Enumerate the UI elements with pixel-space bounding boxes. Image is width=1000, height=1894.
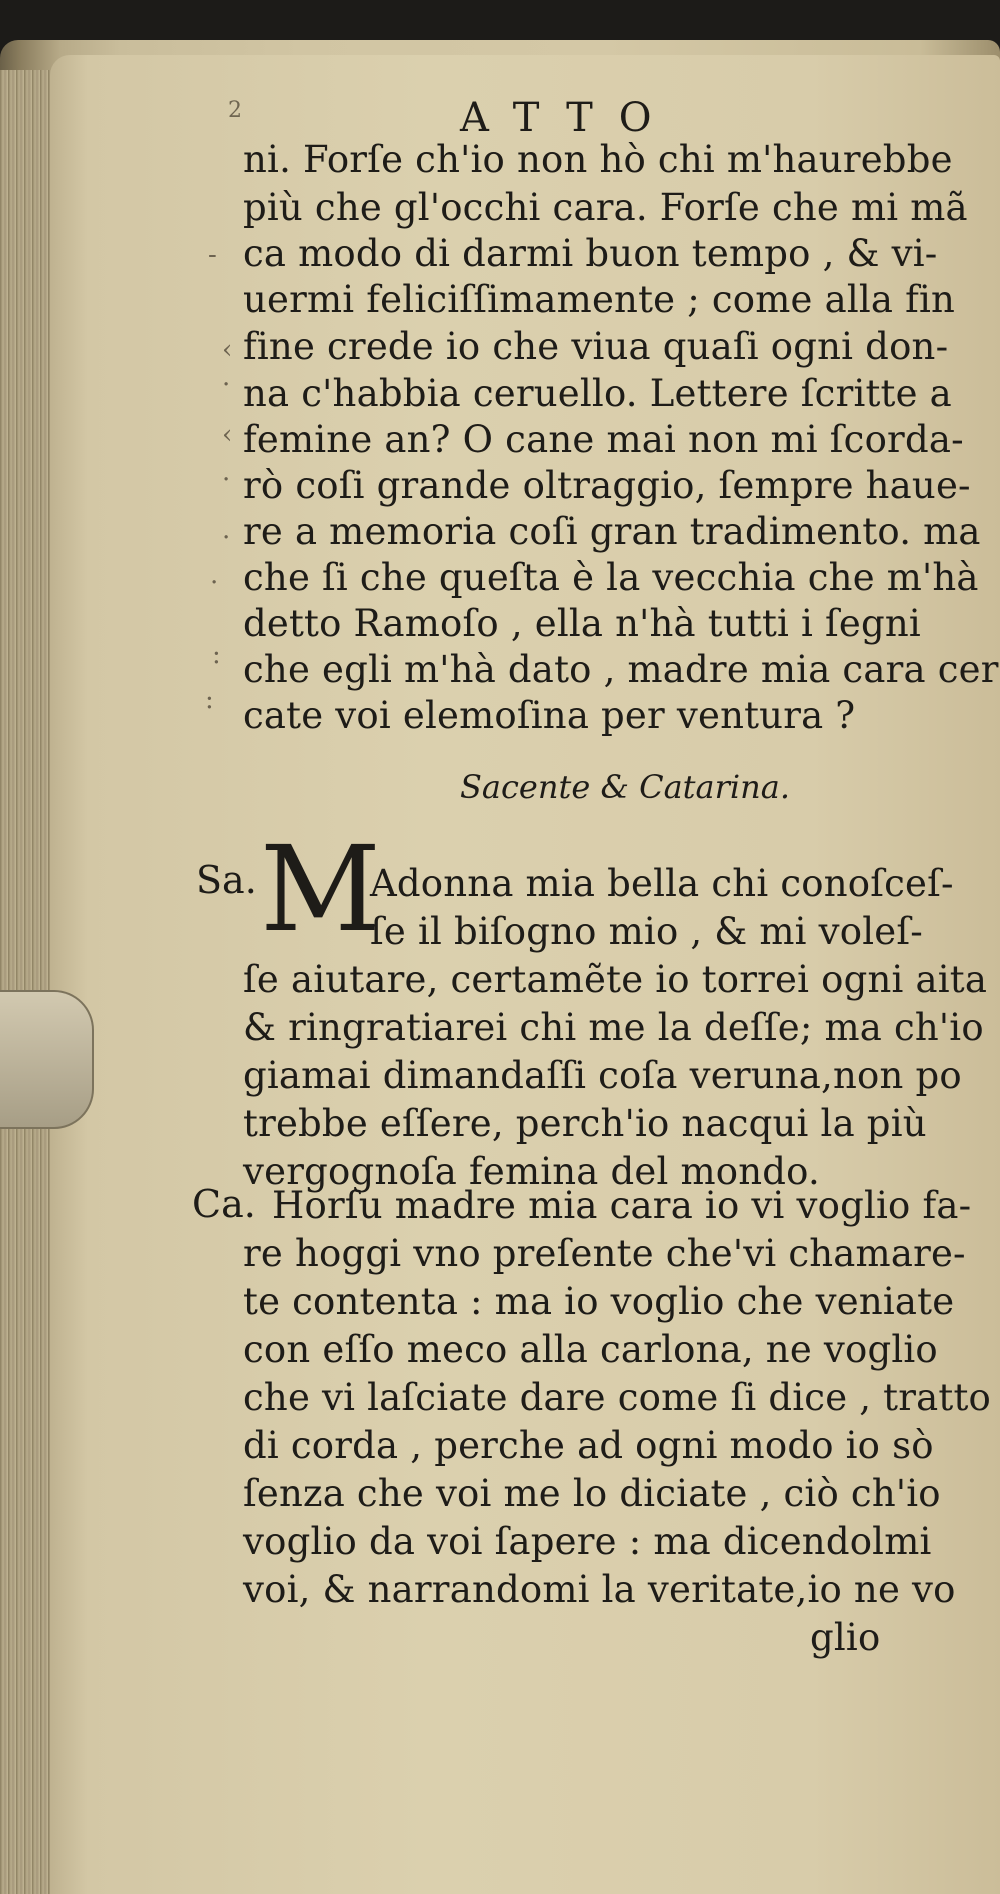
binding-clip xyxy=(0,990,94,1129)
text-line: vergognoſa femina del mondo. xyxy=(243,1150,820,1193)
margin-mark: ‹ xyxy=(222,420,233,450)
text-line: ni. Forſe ch'io non hò chi m'haurebbe xyxy=(243,138,953,181)
text-line: più che gl'occhi cara. Forſe che mi mã xyxy=(243,186,968,229)
text-line: con eſſo meco alla carlona, ne voglio xyxy=(243,1328,938,1371)
text-line: & ringratiarei chi me la deſſe; ma ch'io xyxy=(243,1006,984,1049)
text-line: voglio da voi ſapere : ma dicendolmi xyxy=(243,1520,932,1563)
text-line: cate voi elemoſina per ventura ? xyxy=(243,694,856,737)
text-line: di corda , perche ad ogni modo io sò xyxy=(243,1424,934,1467)
margin-mark: . xyxy=(210,560,219,590)
margin-mark: - xyxy=(208,240,217,270)
folio-mark: 2 xyxy=(228,98,242,123)
margin-mark: : xyxy=(205,685,214,715)
text-line: ca modo di darmi buon tempo , & vi- xyxy=(243,232,938,275)
text-line: che egli m'hà dato , madre mia cara cer xyxy=(243,648,999,691)
margin-mark: · xyxy=(222,370,231,400)
running-head: ATTO xyxy=(460,95,678,141)
text-line: Horſu madre mia cara io vi voglio fa- xyxy=(272,1184,972,1227)
catchword: glio xyxy=(810,1616,881,1659)
text-line: detto Ramoſo , ella n'hà tutti i ſegni xyxy=(243,602,921,645)
text-line: che vi laſciate dare come ſi dice , tratto xyxy=(243,1376,992,1419)
text-line: femine an? O cane mai non mi ſcorda- xyxy=(243,418,964,461)
text-line: re hoggi vno preſente che'vi chamare- xyxy=(243,1232,966,1275)
text-line: na c'habbia ceruello. Lettere ſcritte a xyxy=(243,372,952,415)
margin-mark: · xyxy=(222,465,231,495)
margin-mark: ‹ xyxy=(222,335,233,365)
text-line: giamai dimandaſſi coſa veruna,non po xyxy=(243,1054,962,1097)
margin-mark: . xyxy=(222,515,231,545)
text-line: trebbe eſſere, perch'io nacqui la più xyxy=(243,1102,927,1145)
text-line: re a memoria coſi gran tradimento. ma xyxy=(243,510,981,553)
scene-heading: Sacente & Catarina. xyxy=(460,768,790,806)
text-line: uermi feliciſſimamente ; come alla fin xyxy=(243,278,956,321)
text-line: fine crede io che viua quaſi ogni don- xyxy=(243,325,949,368)
text-line: Adonna mia bella chi conoſceſ- xyxy=(370,862,954,905)
speaker-label: Ca. xyxy=(192,1182,256,1226)
text-line: ſenza che voi me lo diciate , ciò ch'io xyxy=(243,1472,941,1515)
text-line: che ſi che queſta è la vecchia che m'hà xyxy=(243,556,979,599)
speaker-label: Sa. xyxy=(196,858,257,902)
text-line: voi, & narrandomi la veritate,io ne vo xyxy=(243,1568,956,1611)
margin-mark: : xyxy=(212,640,221,670)
text-line: rò coſi grande oltraggio, ſempre haue- xyxy=(243,464,971,507)
drop-cap: M xyxy=(260,820,381,958)
text-line: ſe aiutare, certamẽte io torrei ogni aita xyxy=(243,958,988,1001)
text-line: te contenta : ma io voglio che veniate xyxy=(243,1280,955,1323)
text-line: ſe il biſogno mio , & mi voleſ- xyxy=(370,910,923,953)
